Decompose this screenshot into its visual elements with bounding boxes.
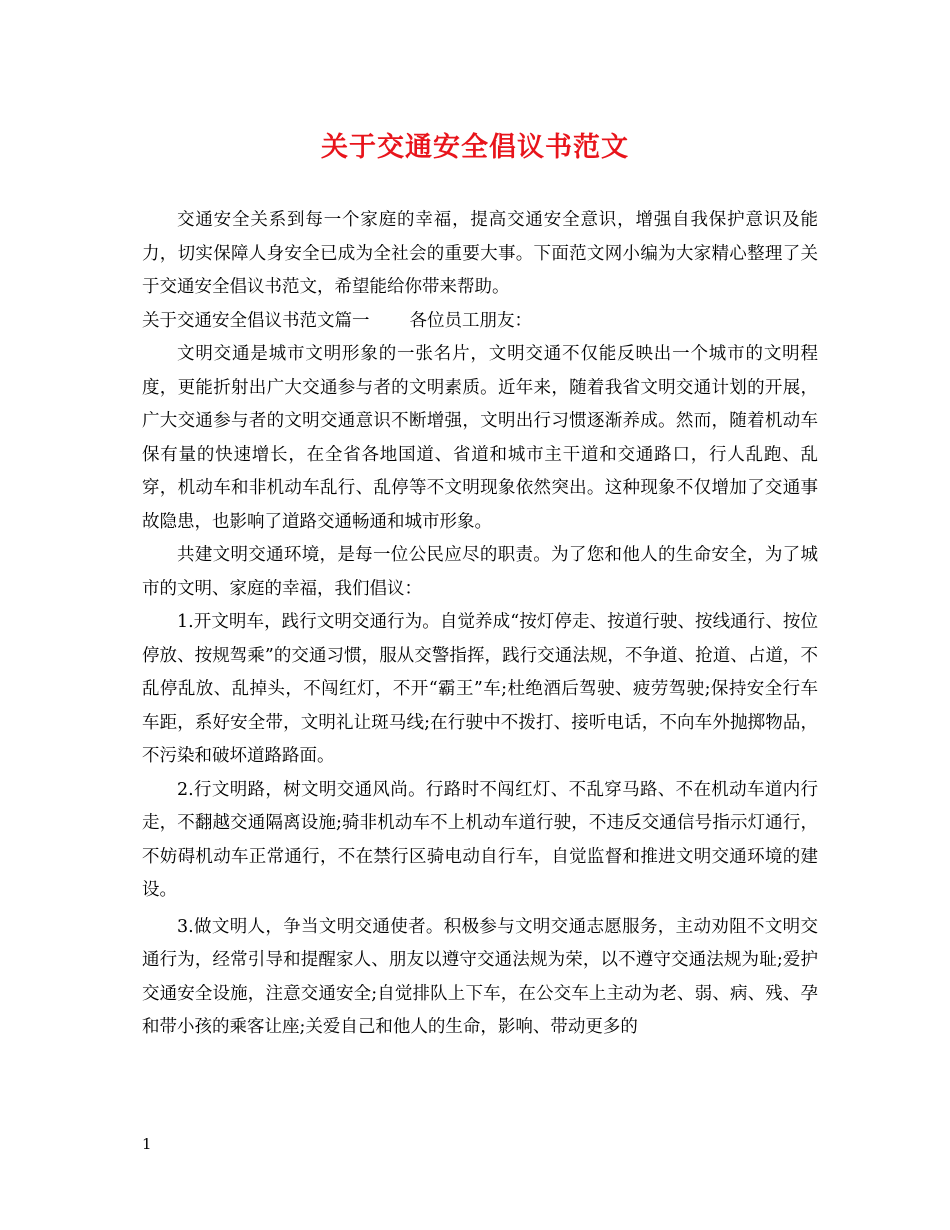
section-heading: 关于交通安全倡议书范文篇一 — [142, 310, 370, 331]
body-paragraph: 1.开文明车，践行文明交通行为。自觉养成“按灯停走、按道行驶、按线通行、按位停放、按规驾乘”的交通习惯，服从交警指挥，践行交通法规，不争道、抢道、占道，不乱停乱放、乱掉头，不闯红灯，不开“霸王”车;杜绝酒后驾驶、疲劳驾驶;保持安全行车车距，系好安全带，文明礼让斑马线;在行驶中不拨打、接听电话，不向车外抛掷物品，不污染和破坏道路路面。 — [142, 612, 818, 766]
page-number: 1 — [142, 1135, 152, 1153]
document-body — [142, 204, 818, 1045]
section-heading-line — [142, 305, 818, 339]
document-title: 关于交通安全倡议书范文 — [321, 132, 629, 163]
body-paragraph: 共建文明交通环境，是每一位公民应尽的职责。为了您和他人的生命安全，为了城市的文明、家庭的幸福，我们倡议： — [142, 545, 818, 599]
body-paragraph: 3.做文明人，争当文明交通使者。积极参与文明交通志愿服务，主动劝阻不文明交通行为，经常引导和提醒家人、朋友以遵守交通法规为荣，以不遵守交通法规为耻;爱护交通安全设施，注意交通安全;自觉排队上下车，在公交车上主动为老、弱、病、残、孕和带小孩的乘客让座;关爱自己和他人的生命，影响、带动更多的 — [142, 916, 818, 1037]
salutation: 各位员工朋友： — [409, 310, 532, 331]
body-paragraph: 文明交通是城市文明形象的一张名片，文明交通不仅能反映出一个城市的文明程度，更能折射出广大交通参与者的文明素质。近年来，随着我省文明交通计划的开展，广大交通参与者的文明交通意识不断增强，文明出行习惯逐渐养成。然而，随着机动车保有量的快速增长，在全省各地国道、省道和城市主干道和交通路口，行人乱跑、乱穿，机动车和非机动车乱行、乱停等不文明现象依然突出。这种现象不仅增加了交通事故隐患，也影响了道路交通畅通和城市形象。 — [142, 344, 818, 532]
body-paragraph: 2.行文明路，树文明交通风尚。行路时不闯红灯、不乱穿马路、不在机动车道内行走，不翻越交通隔离设施;骑非机动车不上机动车道行驶，不违反交通信号指示灯通行，不妨碍机动车正常通行，不在禁行区骑电动自行车，自觉监督和推进文明交通环境的建设。 — [142, 779, 818, 900]
intro-paragraph: 交通安全关系到每一个家庭的幸福，提高交通安全意识，增强自我保护意识及能力，切实保障人身安全已成为全社会的重要大事。下面范文网小编为大家精心整理了关于交通安全倡议书范文，希望能给你带来帮助。 — [142, 210, 818, 297]
